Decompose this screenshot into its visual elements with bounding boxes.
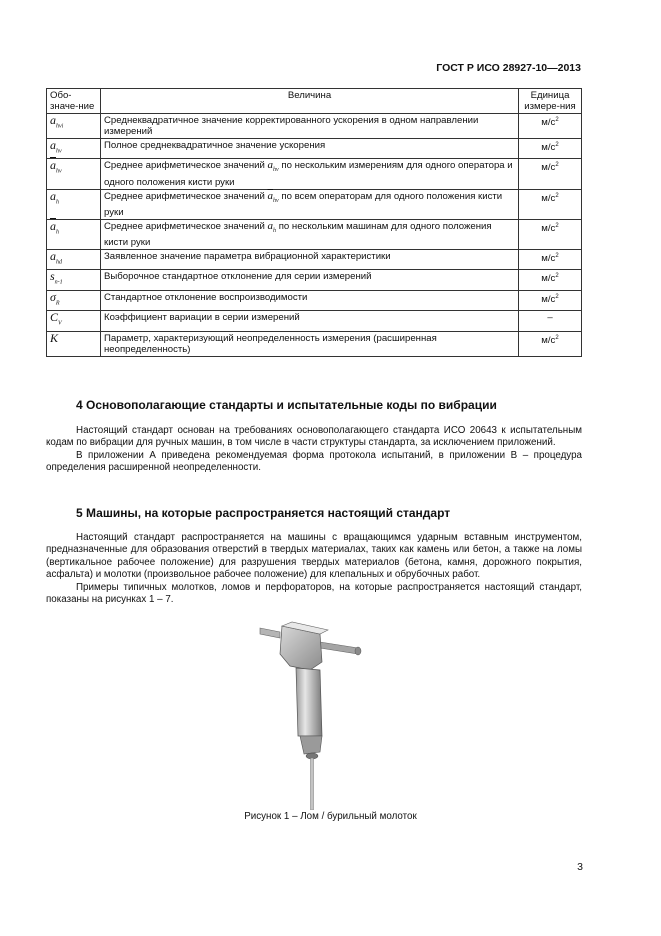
document-header: ГОСТ Р ИСО 28927-10—2013: [436, 62, 581, 74]
symbol-cell: [47, 189, 101, 219]
description-cell: [101, 270, 519, 290]
description-cell: [101, 189, 519, 219]
symbols-table: [46, 88, 582, 357]
description: Коэффициент вариации в серии измерений: [104, 312, 300, 324]
table-row: [47, 219, 582, 249]
description-cell: [101, 139, 519, 159]
symbol-cell: [47, 114, 101, 139]
unit-cell: [519, 270, 582, 290]
unit-exponent: 2: [555, 273, 559, 280]
symbol-subscript: hv: [56, 168, 62, 175]
paragraph: В приложении А приведена рекомендуемая форма протокола испытаний, в приложении В – процедура определения расширенной неопределенности.: [46, 449, 582, 474]
table-header-row: [47, 89, 582, 114]
symbol-base: a: [50, 188, 56, 203]
unit-exponent: 2: [555, 222, 559, 229]
description: Стандартное отклонение воспроизводимости: [104, 291, 308, 303]
symbol: [50, 158, 62, 175]
symbol-cell: [47, 139, 101, 159]
header-unit: Единица измере-ния: [519, 89, 582, 114]
description-pre: Среднее арифметическое значений: [104, 190, 265, 202]
unit: –: [547, 312, 553, 324]
symbol-subscript: n-1: [54, 279, 63, 286]
unit-cell: [519, 114, 582, 139]
section-4-title: 4 Основополагающие стандарты и испытательные коды по вибрации: [76, 398, 497, 412]
symbol-base: $\overline{a}$: [50, 158, 56, 173]
description-post: по нескольким измерениям для одного оператора и одного положения кисти руки: [104, 160, 513, 188]
table-row: [47, 311, 582, 331]
symbol-base: a: [50, 248, 56, 263]
inline-symbol-subscript: h: [273, 227, 277, 234]
table-row: [47, 249, 582, 269]
symbol-base: σ: [50, 289, 56, 304]
description-cell: [101, 219, 519, 249]
unit-exponent: 2: [555, 192, 559, 199]
table-row: [47, 114, 582, 139]
symbol-base: a: [50, 138, 56, 152]
description-cell: [101, 311, 519, 331]
inline-symbol: [268, 190, 279, 202]
description: Заявленное значение параметра вибрационной характеристики: [104, 250, 391, 262]
symbol-cell: [47, 331, 101, 356]
symbol: [50, 331, 58, 345]
unit-exponent: 2: [555, 293, 559, 300]
symbol: [50, 138, 62, 155]
description-cell: [101, 159, 519, 189]
description-pre: Среднее арифметическое значений: [104, 220, 265, 232]
table-row: [47, 159, 582, 189]
unit: м/с: [541, 293, 556, 305]
section-4-text: [46, 425, 582, 475]
unit-exponent: 2: [555, 162, 559, 169]
symbol: [50, 310, 62, 327]
symbol: [50, 269, 63, 286]
symbol-cell: [47, 219, 101, 249]
symbol-cell: [47, 290, 101, 310]
table-row: [47, 331, 582, 356]
description-cell: [101, 290, 519, 310]
unit-cell: [519, 189, 582, 219]
table-row: [47, 290, 582, 310]
symbol-subscript: hvi: [56, 123, 64, 130]
unit-cell: [519, 249, 582, 269]
symbol-cell: [47, 249, 101, 269]
description: Полное среднеквадратичное значение ускорения: [104, 140, 326, 151]
unit-cell: [519, 311, 582, 331]
unit: м/с: [541, 334, 556, 346]
symbol-base: a: [50, 113, 56, 127]
header-symbol: Обо-значе-ние: [47, 89, 101, 114]
description: Выборочное стандартное отклонение для серии измерений: [104, 271, 372, 283]
unit-cell: [519, 290, 582, 310]
table-body: [47, 114, 582, 357]
unit: м/с: [541, 117, 556, 129]
section-5-text: [46, 532, 582, 606]
table-row: [47, 189, 582, 219]
symbol-subscript: hv: [56, 148, 62, 155]
unit-exponent: 2: [555, 117, 559, 123]
unit: м/с: [541, 253, 556, 265]
inline-symbol-subscript: hv: [273, 167, 279, 174]
unit-cell: [519, 331, 582, 356]
unit: м/с: [541, 222, 556, 234]
description-post: по всем операторам для одного положения кисти руки: [104, 190, 503, 218]
table-row: [47, 270, 582, 290]
section-5-title: 5 Машины, на которые распространяется настоящий стандарт: [76, 506, 451, 520]
paragraph: Примеры типичных молотков, ломов и перфораторов, на которые распространяется настоящий стандарт, показаны на рисунках 1 – 7.: [46, 581, 582, 606]
symbol-base: K: [50, 330, 59, 345]
symbol: [50, 218, 59, 236]
unit: м/с: [541, 273, 556, 285]
symbol-base: C: [50, 310, 59, 325]
unit: м/с: [541, 192, 556, 204]
paragraph: Настоящий стандарт основан на требованиях основополагающего стандарта ИСО 20643 к испытательным кодам по вибрации для ручных машин, в том числе в части структуры стандарта, за исключением приложений.: [46, 425, 582, 449]
inline-symbol-base: $\overline{a}$: [267, 189, 274, 202]
description-post: по нескольким машинам для одного положения кисти руки: [104, 220, 492, 248]
table-row: [47, 139, 582, 159]
unit: м/с: [541, 142, 556, 154]
unit-cell: [519, 139, 582, 159]
unit-cell: [519, 219, 582, 249]
description-pre: Среднее арифметическое значений: [104, 160, 265, 172]
unit-exponent: 2: [555, 142, 559, 148]
unit: м/с: [541, 162, 556, 174]
symbol-subscript: h: [56, 198, 59, 205]
symbol-cell: [47, 270, 101, 290]
breaker-hammer-illustration: [250, 614, 370, 810]
description: Среднеквадратичное значение корректированного ускорения в одном направлении измерений: [104, 115, 479, 137]
inline-symbol-base: a: [267, 159, 274, 172]
symbol-cell: [47, 311, 101, 331]
inline-symbol: [267, 159, 279, 174]
page-number: 3: [577, 861, 583, 873]
unit-exponent: 2: [555, 252, 559, 259]
symbol-subscript: R: [55, 300, 60, 307]
symbol-subscript: hd: [56, 259, 62, 266]
symbol-subscript: V: [58, 320, 62, 327]
symbol-cell: [47, 159, 101, 189]
inline-symbol-subscript: hv: [273, 197, 279, 204]
figure-caption: Рисунок 1 – Лом / бурильный молоток: [244, 811, 417, 822]
symbol: [50, 113, 64, 130]
symbol-base: s: [50, 269, 55, 284]
symbol-subscript: h: [56, 229, 59, 236]
paragraph: Настоящий стандарт распространяется на машины с вращающимся ударным вставным инструментом, предназначенные для образования отверстий в твердых материалах, таких как камень или бетон, а также на ломы (вертикальное рабочее положение) для разрушения твердых материалов (бетона, камня, дорожного покрытия, асфальта) и молотки (произвольное рабочее положение) для клепальных и обрубочных работ.: [46, 532, 582, 581]
unit-exponent: 2: [555, 334, 559, 341]
inline-symbol: [268, 220, 277, 232]
symbol: [50, 289, 60, 307]
symbol: [50, 248, 62, 266]
symbol: [50, 189, 59, 203]
description-cell: [101, 114, 519, 139]
description-cell: [101, 249, 519, 269]
unit-cell: [519, 159, 582, 189]
description: Параметр, характеризующий неопределенность измерения (расширенная неопределенность): [104, 332, 437, 355]
header-quantity: Величина: [101, 89, 519, 114]
symbol-base: $\overline{a}$: [50, 218, 56, 233]
inline-symbol-base: a: [267, 219, 274, 232]
description-cell: [101, 331, 519, 356]
